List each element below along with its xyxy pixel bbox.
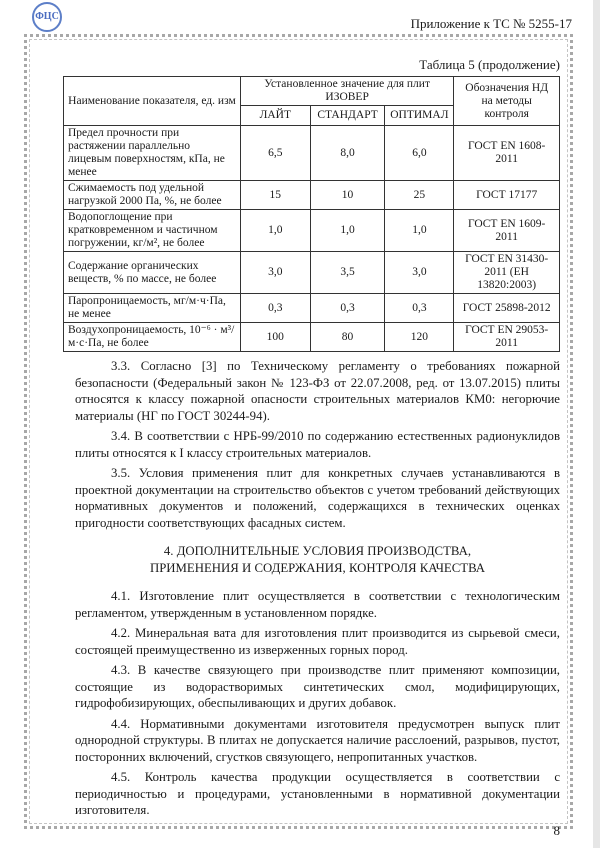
row-name: Паропроницаемость, мг/м·ч·Па, не менее	[64, 294, 241, 323]
row-nd: ГОСТ EN 1608-2011	[454, 126, 560, 181]
page-number: 8	[553, 822, 560, 838]
row-name: Содержание органических веществ, % по массе, не более	[64, 252, 241, 294]
paragraph-3-4: 3.4. В соответствии с НРБ-99/2010 по содержанию естественных радионуклидов плиты относятся к I классу строительных материалов.	[75, 429, 560, 460]
paragraph-3-5: 3.5. Условия применения плит для конкретных случаев устанавливаются в проектной документации на строительство объектов с учетом требований действующих нормативных документов и положений, содержащихся в технических оценках пригодности соответствующих фасадных систем.	[75, 466, 560, 530]
row-value: 1,0	[240, 210, 310, 252]
col-header-product: ОПТИМАЛ	[385, 106, 454, 126]
row-value: 15	[240, 181, 310, 210]
section-heading: ПРИМЕНЕНИЯ И СОДЕРЖАНИЯ, КОНТРОЛЯ КАЧЕСТВА	[149, 560, 486, 575]
row-name: Водопоглощение при кратковременном и частичном погружении, кг/м², не более	[64, 210, 241, 252]
col-header-nd: Обозначения НД на методы контроля	[454, 77, 560, 126]
table-row	[64, 181, 560, 210]
row-nd: ГОСТ 25898-2012	[454, 294, 560, 323]
stamp-seal	[32, 2, 62, 32]
appendix-header: Приложение к ТС № 5255-17	[410, 16, 572, 31]
row-value: 80	[310, 323, 385, 352]
table-row	[64, 126, 560, 181]
row-value: 8,0	[310, 126, 385, 181]
page-content	[63, 76, 560, 838]
row-value: 6,5	[240, 126, 310, 181]
stamp-text: ФЦС	[35, 11, 59, 22]
table-row	[64, 294, 560, 323]
table-row	[64, 323, 560, 352]
paragraph-3-3: 3.3. Согласно [3] по Техническому регламенту о требованиях пожарной безопасности (Федеральный закон № 123-ФЗ от 22.07.2008, ред. от 13.07.2015) плиты относятся к классу пожарной опасности строительных материалов КМ0: негорючие материалы (НГ по ГОСТ 30244-94).	[75, 359, 560, 423]
properties-table	[63, 76, 560, 352]
row-value: 1,0	[310, 210, 385, 252]
row-value: 100	[240, 323, 310, 352]
row-value: 1,0	[385, 210, 454, 252]
table-caption: Таблица 5 (продолжение)	[419, 57, 560, 72]
row-value: 3,0	[385, 252, 454, 294]
col-header-product: ЛАЙТ	[240, 106, 310, 126]
row-value: 6,0	[385, 126, 454, 181]
row-value: 0,3	[385, 294, 454, 323]
row-value: 3,5	[310, 252, 385, 294]
paragraph-4-4: 4.4. Нормативными документами изготовителя предусмотрен выпуск плит однородной структуры. В плитах не допускается наличие расслоений, разрывов, пустот, посторонних включений, сгустков связующего, непропитанных участков.	[75, 716, 560, 764]
row-value: 0,3	[310, 294, 385, 323]
row-name: Сжимаемость под удельной нагрузкой 2000 Па, %, не более	[64, 181, 241, 210]
row-value: 120	[385, 323, 454, 352]
paragraph-4-5: 4.5. Контроль качества продукции осуществляется в соответствии с периодичностью и процедурами, установленными в нормативной документации изготовителя.	[75, 770, 560, 817]
table-row	[64, 252, 560, 294]
row-nd: ГОСТ 17177	[454, 181, 560, 210]
row-nd: ГОСТ EN 29053-2011	[454, 323, 560, 352]
row-name: Предел прочности при растяжении параллельно лицевым поверхностям, кПа, не менее	[64, 126, 241, 181]
row-nd: ГОСТ EN 31430-2011 (ЕН 13820:2003)	[454, 252, 560, 294]
row-name: Воздухопроницаемость, 10⁻⁶ · м³/м·с·Па, не более	[64, 323, 241, 352]
paragraph-4-1: 4.1. Изготовление плит осуществляется в соответствии с технологическим регламентом, утвержденным в установленном порядке.	[75, 589, 560, 620]
section-heading: 4. ДОПОЛНИТЕЛЬНЫЕ УСЛОВИЯ ПРОИЗВОДСТВА,	[163, 544, 472, 558]
table-row	[64, 210, 560, 252]
row-value: 3,0	[240, 252, 310, 294]
row-value: 25	[385, 181, 454, 210]
paragraph-4-2: 4.2. Минеральная вата для изготовления плит производится из сырьевой смеси, состоящей преимущественно из изверженных горных пород.	[75, 626, 560, 657]
row-nd: ГОСТ EN 1609-2011	[454, 210, 560, 252]
row-value: 0,3	[240, 294, 310, 323]
paragraph-4-3: 4.3. В качестве связующего при производстве плит применяют композиции, состоящие из водорастворимых синтетических смол, модифицирующих, гидрофобизирующих, обеспыливающих и других добавок.	[75, 663, 560, 710]
col-header-product: СТАНДАРТ	[310, 106, 385, 126]
col-header-group: Установленное значение для плит ИЗОВЕР	[240, 77, 453, 106]
row-value: 10	[310, 181, 385, 210]
col-header-name: Наименование показателя, ед. изм	[64, 77, 241, 126]
scrollbar[interactable]	[593, 0, 600, 848]
